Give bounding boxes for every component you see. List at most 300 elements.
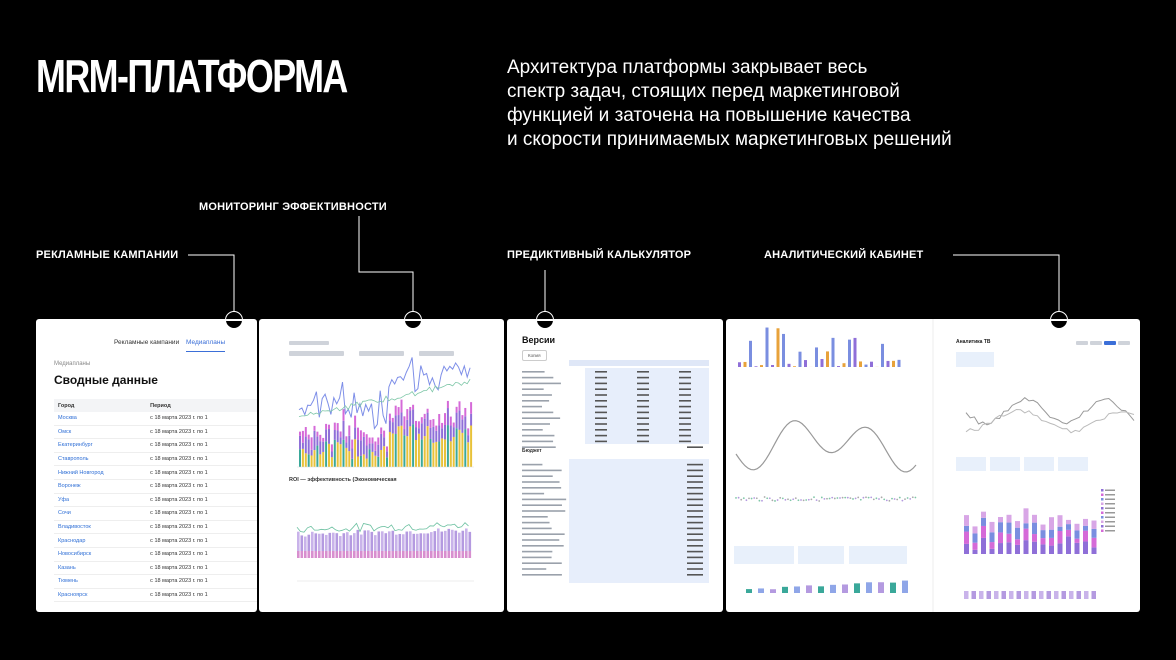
bar [378,551,381,558]
bar [392,422,394,433]
legend-label [1105,508,1115,510]
legend-label [1105,530,1115,532]
bar [1066,520,1071,524]
bar [383,431,385,438]
bar [441,428,443,438]
filter-chip [289,341,329,345]
bar [305,427,307,437]
bar [395,434,397,467]
bar [325,441,327,467]
bar [450,425,452,441]
cell-value [595,441,607,443]
row-label [522,388,544,390]
chart-2-line [297,523,469,532]
panel-analytics [726,319,1140,612]
bar [973,550,978,554]
bar [322,442,324,452]
bar [380,450,382,467]
cell-city[interactable]: Екатеринбург [54,439,146,453]
bar [964,544,969,554]
bar [304,537,307,551]
cell-period: с 18 марта 2023 г. по 1 [146,425,257,439]
cell-value [595,435,607,437]
bar [372,437,374,443]
cell-period: с 18 марта 2023 г. по 1 [146,507,257,521]
bar [1084,591,1089,599]
point [735,497,737,499]
cell-value [637,394,649,396]
point [753,497,755,499]
point [779,497,781,499]
bar [311,437,313,449]
bar [1066,530,1071,536]
point [915,497,917,499]
tab-mediaplans[interactable]: Медиапланы [186,339,225,352]
column-header-period[interactable]: Период [146,399,257,412]
bar [1041,525,1046,531]
panel-monitoring [259,319,504,612]
table-row[interactable] [54,466,257,480]
bar [987,591,992,599]
row-label [522,394,552,396]
cell-city[interactable]: Красноярск [54,588,146,602]
bar [470,414,472,426]
bar [346,551,349,558]
bar [401,413,403,426]
bar [409,426,411,467]
cell-value [679,429,691,431]
point [761,500,763,502]
bar [467,435,469,442]
bar [1049,530,1054,538]
bar [389,414,391,421]
cell-city[interactable]: Нижний Новгород [54,466,146,480]
bar [311,450,313,456]
bar [432,427,434,443]
point [785,499,787,501]
bar [322,452,324,467]
row-label [522,429,543,431]
point [899,497,901,499]
cell-city[interactable]: Москва [54,412,146,425]
table-row[interactable] [54,561,257,575]
bar [302,443,304,449]
bar [364,530,367,551]
bar [994,591,999,599]
cell-value [637,388,649,390]
bar [331,451,333,457]
bar [815,347,818,367]
bar [902,581,908,593]
cell-city[interactable]: Владивосток [54,520,146,534]
bar [890,583,896,593]
table-row[interactable] [54,520,257,534]
cell-period: с 18 марта 2023 г. по 1 [146,547,257,561]
filter-chip [289,351,344,356]
version-header [569,360,709,366]
bar [427,413,429,427]
bar [319,441,321,454]
bar [388,551,391,558]
bar [832,338,835,367]
bar [794,586,800,593]
point [772,499,774,501]
chart-line-a [966,398,1134,425]
bar [438,414,440,426]
cell-value [687,487,703,489]
bar [311,532,314,551]
bar [377,445,379,457]
bar [1066,524,1071,530]
legend-label [1105,490,1115,492]
toolbar-button-active [1104,341,1116,345]
bar [453,437,455,467]
point [844,497,846,499]
table-header-row [54,399,257,412]
table-row[interactable] [54,534,257,548]
row-label [522,545,564,547]
bar [357,551,360,558]
label-ad-campaigns: РЕКЛАМНЫЕ КАМПАНИИ [36,249,179,261]
bar [403,435,405,467]
bar [328,429,330,444]
bar [367,530,370,551]
label-monitoring: МОНИТОРИНГ ЭФФЕКТИВНОСТИ [199,201,387,213]
column-header-city[interactable]: Город [54,399,146,412]
table-row[interactable] [54,412,257,425]
point [800,499,802,501]
bar [435,431,437,442]
table-row[interactable] [54,575,257,589]
toolbar-button [1118,341,1130,345]
bar [423,551,426,558]
point [883,499,885,501]
table-row[interactable] [54,479,257,493]
chart-1-line-2 [299,379,470,417]
row-label [522,568,546,570]
bar [316,446,318,467]
label-calculator: ПРЕДИКТИВНЫЙ КАЛЬКУЛЯТОР [507,249,692,261]
table-row[interactable] [54,452,257,466]
bar [328,425,330,429]
bar [314,450,316,467]
bar [348,425,350,435]
tagline-line: функцией и заточена на повышение качества [507,105,911,126]
bar [413,551,416,558]
bar [998,543,1003,554]
bar [464,416,466,429]
cell-city[interactable]: Сочи [54,507,146,521]
point [834,498,836,500]
tab-ad-campaigns[interactable]: Рекламные кампании [114,339,180,346]
cell-city[interactable]: Ставрополь [54,452,146,466]
bar [1092,529,1097,538]
cell-value [679,435,691,437]
row-label [522,522,550,524]
bar [346,532,349,551]
connector-line [188,255,234,311]
bar [315,533,318,551]
table-row[interactable] [54,547,257,561]
bar [423,533,426,551]
bar [329,551,332,558]
bar [881,344,884,367]
legend-label [1105,512,1115,514]
bar [377,457,379,467]
legend-label [1105,526,1115,528]
cell-value [687,510,703,512]
controls [1076,341,1130,345]
bar [450,417,452,426]
bar [336,533,339,551]
point [847,497,849,499]
bar [420,551,423,558]
breadcrumb[interactable]: Медиапланы [54,361,91,367]
bar [305,453,307,467]
bar [1041,538,1046,544]
legend-swatch [1101,498,1104,501]
bar [345,443,347,448]
bar [316,436,318,445]
bar [339,536,342,551]
bar [843,363,846,367]
point [894,498,896,500]
bar [395,415,397,434]
panel-heading: Аналитика ТВ [956,339,991,345]
bar [459,410,461,429]
bar [972,591,977,599]
row-label [522,377,553,379]
row-label [522,423,550,425]
row-label [522,435,554,437]
marker-dot [404,311,422,329]
bar [887,361,890,367]
table-row[interactable] [54,439,257,453]
bar [878,582,884,593]
marker-dot [1050,311,1068,329]
bar [464,408,466,416]
bar [377,438,379,445]
bar [441,532,444,551]
cell-city[interactable]: Воронеж [54,479,146,493]
cell-value [637,423,649,425]
bar [314,426,316,431]
point [738,497,740,499]
bar [1032,534,1037,542]
bar [299,436,301,449]
bar [337,423,339,430]
cell-value [687,446,703,448]
bar [299,432,301,436]
filter-chip [419,351,454,356]
bar [981,526,986,538]
row-label [522,412,553,414]
bar [1049,538,1054,546]
bar [374,551,377,558]
row-label [522,371,545,373]
cell-period: с 18 марта 2023 г. по 1 [146,575,257,589]
point [746,499,748,501]
cell-city[interactable]: Краснодар [54,534,146,548]
bar [319,435,321,441]
point [912,496,914,498]
bar [374,451,376,456]
bar [311,455,313,467]
bar [1007,515,1012,523]
bar [398,407,400,415]
point [759,500,761,502]
bar [392,433,394,467]
legend-swatch [1101,521,1104,524]
cell-value [687,539,703,541]
bar [348,436,350,451]
cell-value [679,400,691,402]
bar [1092,521,1097,529]
bar [369,449,371,467]
bar [331,457,333,467]
bar [412,409,414,424]
bar [859,361,862,367]
legend-swatch [1101,494,1104,497]
bar [357,530,360,551]
cell-period: с 18 марта 2023 г. по 1 [146,439,257,453]
page-title: MRM-ПЛАТФОРМА [36,50,347,102]
bar [402,551,405,558]
bar [318,534,321,551]
cell-city[interactable]: Тюмень [54,575,146,589]
row-label [522,499,566,501]
bar [340,444,342,467]
bar [401,426,403,467]
bar [308,439,310,454]
bar [360,456,362,467]
bar [469,532,472,551]
point [907,497,909,499]
bar [1058,515,1063,526]
cell-city[interactable]: Уфа [54,493,146,507]
cell-value [595,394,607,396]
bar [1015,528,1020,540]
bar [367,551,370,558]
point [805,499,807,501]
cell-city[interactable]: Казань [54,561,146,575]
bar [459,430,461,467]
chart-line-b [966,409,1134,432]
bar [998,532,1003,543]
legend-label [1105,517,1115,519]
copy-button[interactable]: Копия [522,350,547,361]
point [881,496,883,498]
bar [345,436,347,442]
point [756,497,758,499]
bar [385,533,388,551]
chart-legend [1101,489,1115,532]
bar [388,531,391,551]
bar [409,407,411,411]
cell-city[interactable]: Омск [54,425,146,439]
table-row[interactable] [54,588,257,602]
point [740,499,742,501]
cell-value [687,533,703,535]
bar [435,442,437,467]
bar [340,437,342,444]
bar [455,531,458,551]
bar [430,551,433,558]
cell-period: с 18 марта 2023 г. по 1 [146,534,257,548]
bar [1039,591,1044,599]
section-budget: Бюджет [522,448,542,454]
chart-2-bars [297,528,471,558]
toolbar-button [1076,341,1088,345]
bar [406,436,408,467]
table-row[interactable] [54,493,257,507]
bar [430,420,432,428]
bar [441,551,444,558]
bar [348,451,350,467]
bar [416,534,419,551]
bar [458,533,461,551]
bar [451,530,454,551]
legend-swatch [1101,503,1104,506]
bar [372,452,374,467]
cell-period: с 18 марта 2023 г. по 1 [146,452,257,466]
row-label [522,493,544,495]
bar [453,423,455,428]
bar [465,528,468,551]
bar [363,454,365,467]
bar [398,426,400,467]
point [813,496,815,498]
row-label [522,528,552,530]
bar [990,522,995,532]
panel-heading: Сводные данные [54,373,158,387]
bar [1032,515,1037,523]
bar [447,408,449,425]
bar [461,419,463,433]
kpi-card [1024,457,1054,471]
cell-value [687,504,703,506]
cell-period: с 18 марта 2023 г. по 1 [146,412,257,425]
bar [1032,523,1037,534]
bar [770,589,776,593]
bar [427,426,429,467]
cell-value [687,528,703,530]
bar [979,591,984,599]
table-row[interactable] [54,507,257,521]
cell-city[interactable]: Новосибирск [54,547,146,561]
point [909,498,911,500]
bar [334,430,336,440]
bar [432,419,434,427]
point [748,497,750,499]
bar [392,531,395,551]
table-row[interactable] [54,425,257,439]
bar [1058,531,1063,543]
kpi-card [990,457,1020,471]
cell-value [595,377,607,379]
bar [898,360,901,367]
bar [360,551,363,558]
bar [458,551,461,558]
bar [799,352,802,367]
point [811,498,813,500]
bar [421,417,423,423]
row-label [522,551,552,553]
bar [455,551,458,558]
bar [464,429,466,467]
legend-label [1105,499,1115,501]
bar [369,443,371,449]
